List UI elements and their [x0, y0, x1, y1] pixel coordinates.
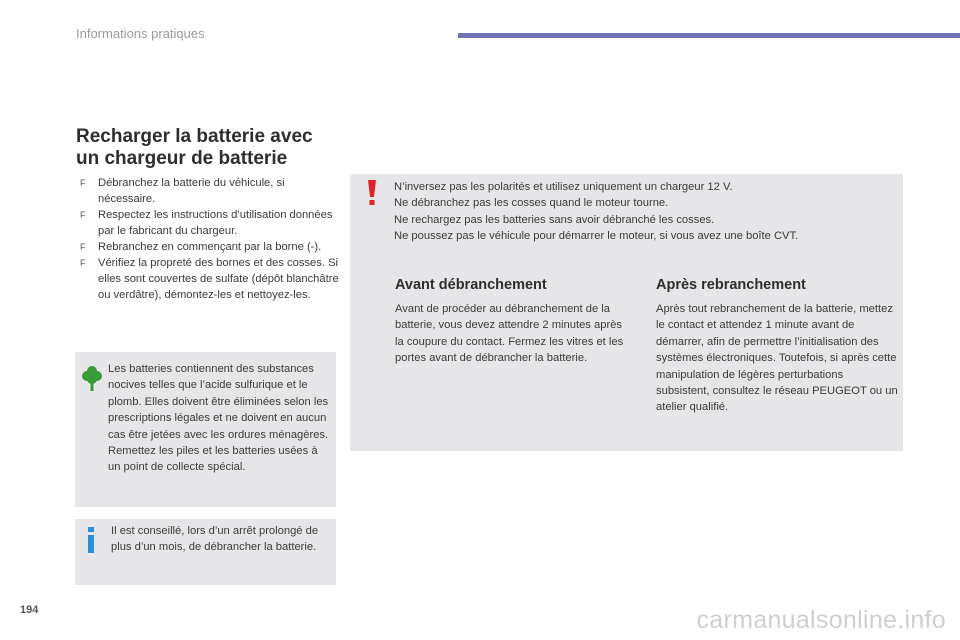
bullet-marker: F — [80, 178, 86, 188]
bullet-marker: F — [80, 210, 86, 220]
warning-text — [394, 179, 899, 245]
page-number: 194 — [20, 604, 39, 616]
list-item-text: Vérifiez la propreté des bornes et des cosses. Si elles sont couvertes de sulfate (dépôt blanchâtre ou verdâtre), démontez-les et nettoyez-les. — [98, 257, 339, 301]
list-item-text: Respectez les instructions d’utilisation données par le fabricant du chargeur. — [98, 209, 333, 237]
warning-line: N’inversez pas les polarités et utilisez uniquement un chargeur 12 V. — [394, 181, 733, 193]
apres-rebranchement-title: Après rebranchement — [656, 277, 806, 293]
list-item-text: Débranchez la batterie du véhicule, si nécessaire. — [98, 177, 285, 205]
watermark: carmanualsonline.info — [696, 606, 946, 634]
avant-debranchement-body: Avant de procéder au débranchement de la batterie, vous devez attendre 2 minutes après la coupure du contact. Fermez les vitres et les portes avant de débrancher la batterie. — [395, 303, 624, 365]
info-icon — [85, 527, 97, 553]
eco-note-box — [75, 352, 336, 507]
list-item — [80, 207, 340, 239]
section-title — [76, 126, 356, 170]
list-item-text: Rebranchez en commençant par la borne (-). — [98, 241, 322, 253]
list-item — [80, 255, 340, 303]
apres-rebranchement-body: Après tout rebranchement de la batterie, mettez le contact et attendez 1 minute avant de démarrer, afin de permettre l’initialisation des systèmes électroniques. Toutefois, si après cette manipulation de légères perturbations subsistent, consultez le réseau PEUGEOT ou un atelier qualifié. — [656, 303, 898, 414]
warning-line: Ne rechargez pas les batteries sans avoir débranché les cosses. — [394, 213, 715, 226]
list-item — [80, 239, 340, 255]
info-note-text: Il est conseillé, lors d’un arrêt prolongé de plus d’un mois, de débrancher la batterie. — [111, 525, 319, 554]
tree-icon — [81, 365, 103, 393]
warning-box — [350, 174, 903, 451]
list-item — [80, 175, 340, 207]
bullet-marker: F — [80, 258, 86, 268]
section-title-line-1: Recharger la batterie avec — [76, 126, 313, 147]
eco-note-text: Les batteries contiennent des substances nocives telles que l’acide sulfurique et le plomb. Elles doivent être éliminées selon les prescriptions légales et ne doivent en aucun cas être jetées avec les ordures ménagères. Remettez les piles et les batteries usées à un point de collecte spécial. — [108, 363, 329, 474]
avant-debranchement-title: Avant débranchement — [395, 277, 547, 293]
exclamation-icon — [367, 180, 377, 206]
header-bar — [458, 33, 960, 38]
section-title-line-2: un chargeur de batterie — [76, 148, 288, 169]
warning-line: Ne poussez pas le véhicule pour démarrer le moteur, si vous avez une boîte CVT. — [394, 230, 799, 243]
info-note-box — [75, 519, 336, 585]
header-title: Informations pratiques — [76, 26, 205, 41]
bullet-list — [80, 175, 340, 303]
warning-line: Ne débranchez pas les cosses quand le moteur tourne. — [394, 197, 669, 210]
bullet-marker: F — [80, 242, 86, 252]
